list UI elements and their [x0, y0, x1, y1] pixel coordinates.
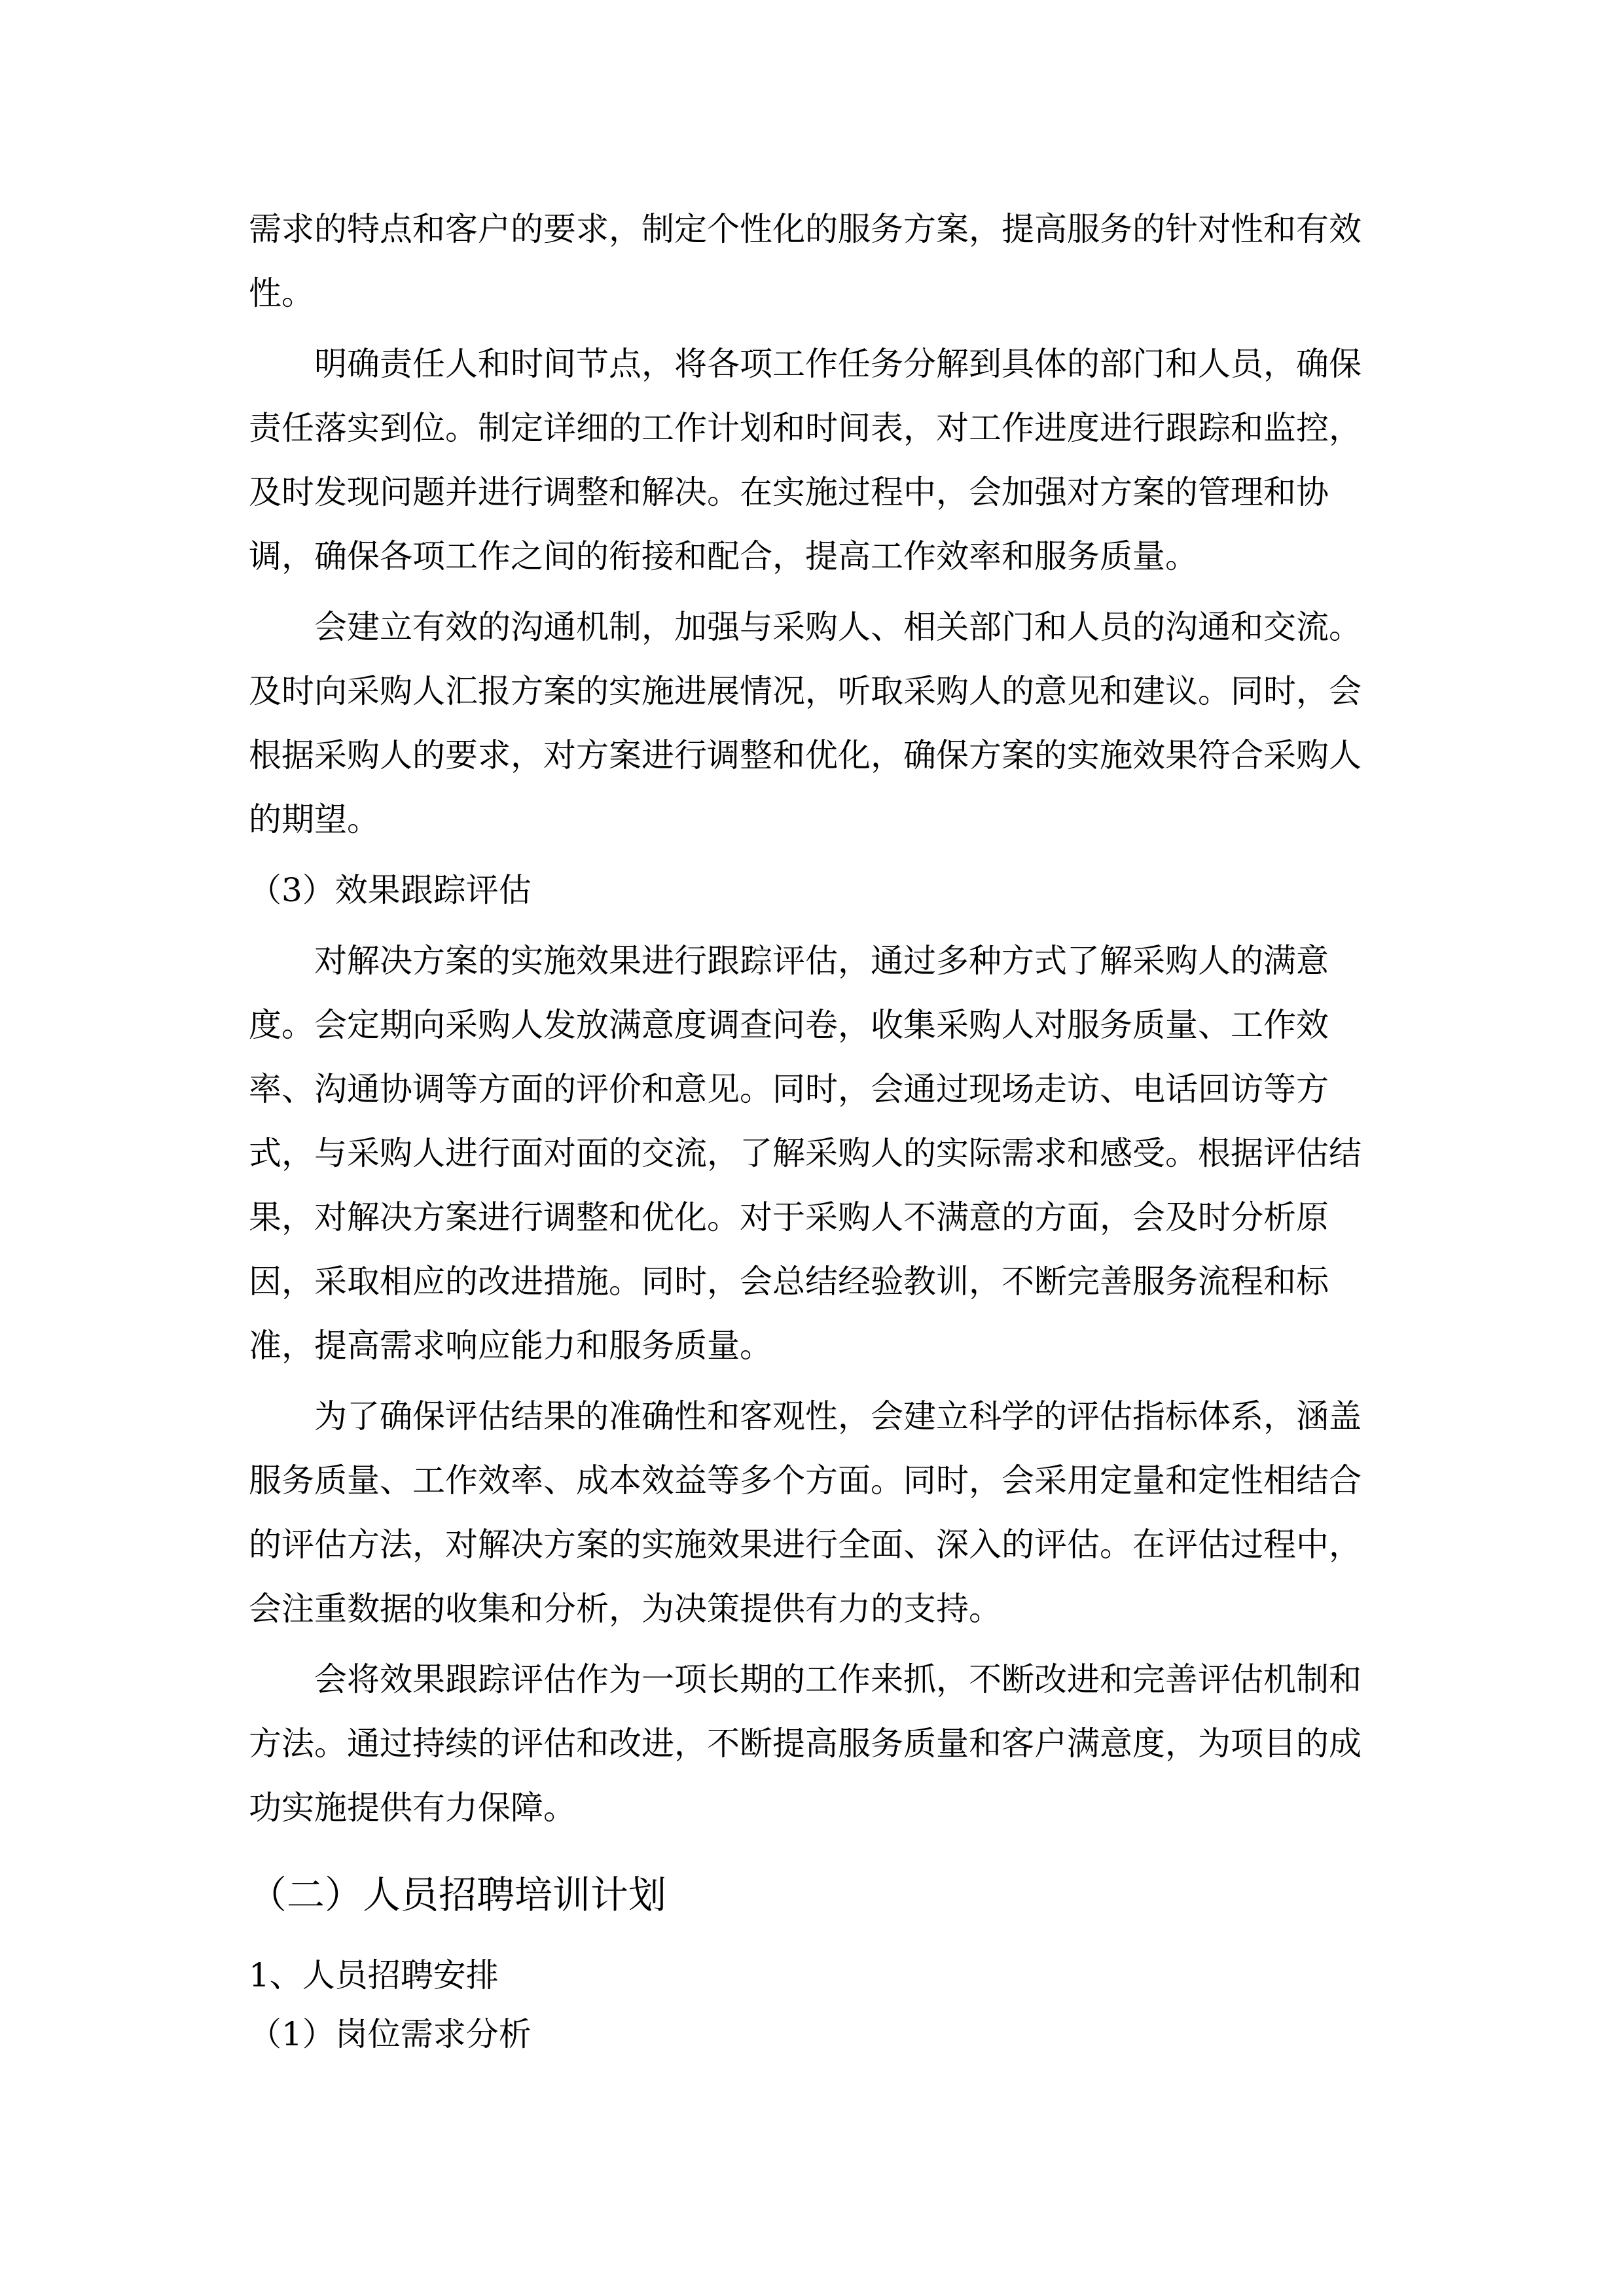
- paragraph-tracking-evaluation: [249, 929, 1388, 1378]
- paragraph-line: 根据采购人的要求，对方案进行调整和优化，确保方案的实施效果符合采购人: [249, 736, 1362, 774]
- subheading-recruitment-arrangement: [249, 1943, 1388, 2007]
- subheading-position-demand-analysis: [249, 2002, 1388, 2066]
- paragraph-line: 功实施提供有力保障。: [249, 1789, 576, 1827]
- paragraph-line: 服务质量、工作效率、成本效益等多个方面。同时，会采用定量和定性相结合: [249, 1462, 1362, 1499]
- paragraph-line: 方法。通过持续的评估和改进，不断提高服务质量和客户满意度，为项目的成: [249, 1725, 1362, 1763]
- paragraph-line: 及时发现问题并进行调整和解决。在实施过程中，会加强对方案的管理和协: [249, 473, 1329, 511]
- paragraph-line: 的期望。: [249, 800, 380, 838]
- subheading-text: （1）岗位需求分析: [249, 2015, 532, 2053]
- paragraph-line: 对解决方案的实施效果进行跟踪评估，通过多种方式了解采购人的满意: [314, 942, 1329, 980]
- paragraph-line: 需求的特点和客户的要求，制定个性化的服务方案，提高服务的针对性和有效: [249, 210, 1362, 248]
- subheading-effect-tracking: [249, 858, 1388, 922]
- paragraph-line: 明确责任人和时间节点，将各项工作任务分解到具体的部门和人员，确保: [314, 345, 1362, 383]
- paragraph-line: 会建立有效的沟通机制，加强与采购人、相关部门和人员的沟通和交流。: [314, 608, 1362, 646]
- paragraph-line: 调，确保各项工作之间的衔接和配合，提高工作效率和服务质量。: [249, 537, 1198, 575]
- paragraph-line: 式，与采购人进行面对面的交流，了解采购人的实际需求和感受。根据评估结: [249, 1134, 1362, 1172]
- paragraph-line: 果，对解决方案进行调整和优化。对于采购人不满意的方面，会及时分析原: [249, 1198, 1329, 1236]
- paragraph-line: 因，采取相应的改进措施。同时，会总结经验教训，不断完善服务流程和标: [249, 1263, 1329, 1300]
- paragraph-long-term-tracking: [249, 1647, 1388, 1840]
- paragraph-communication: [249, 595, 1388, 852]
- paragraph-responsibility: [249, 332, 1388, 588]
- paragraph-service-plan-continuation: [249, 197, 1388, 325]
- paragraph-line: 会注重数据的收集和分析，为决策提供有力的支持。: [249, 1590, 1001, 1628]
- paragraph-line: 准，提高需求响应能力和服务质量。: [249, 1327, 772, 1365]
- paragraph-line: 度。会定期向采购人发放满意度调查问卷，收集采购人对服务质量、工作效: [249, 1006, 1329, 1044]
- paragraph-line: 率、沟通协调等方面的评价和意见。同时，会通过现场走访、电话回访等方: [249, 1070, 1329, 1108]
- section-heading-text: （二）人员招聘培训计划: [249, 1873, 667, 1917]
- subheading-text: 1、人员招聘安排: [249, 1956, 499, 1994]
- paragraph-line: 为了确保评估结果的准确性和客观性，会建立科学的评估指标体系，涵盖: [314, 1397, 1362, 1435]
- paragraph-line: 责任落实到位。制定详细的工作计划和时间表，对工作进度进行跟踪和监控，: [249, 409, 1362, 447]
- paragraph-line: 及时向采购人汇报方案的实施进展情况，听取采购人的意见和建议。同时，会: [249, 672, 1362, 710]
- paragraph-line: 的评估方法，对解决方案的实施效果进行全面、深入的评估。在评估过程中，: [249, 1526, 1362, 1564]
- subheading-text: （3）效果跟踪评估: [249, 871, 532, 909]
- section-heading-recruitment-training: [249, 1863, 1388, 1927]
- paragraph-line: 会将效果跟踪评估作为一项长期的工作来抓，不断改进和完善评估机制和: [314, 1660, 1362, 1698]
- paragraph-evaluation-system: [249, 1384, 1388, 1641]
- document-body: [249, 197, 1388, 2066]
- paragraph-line: 性。: [249, 274, 314, 312]
